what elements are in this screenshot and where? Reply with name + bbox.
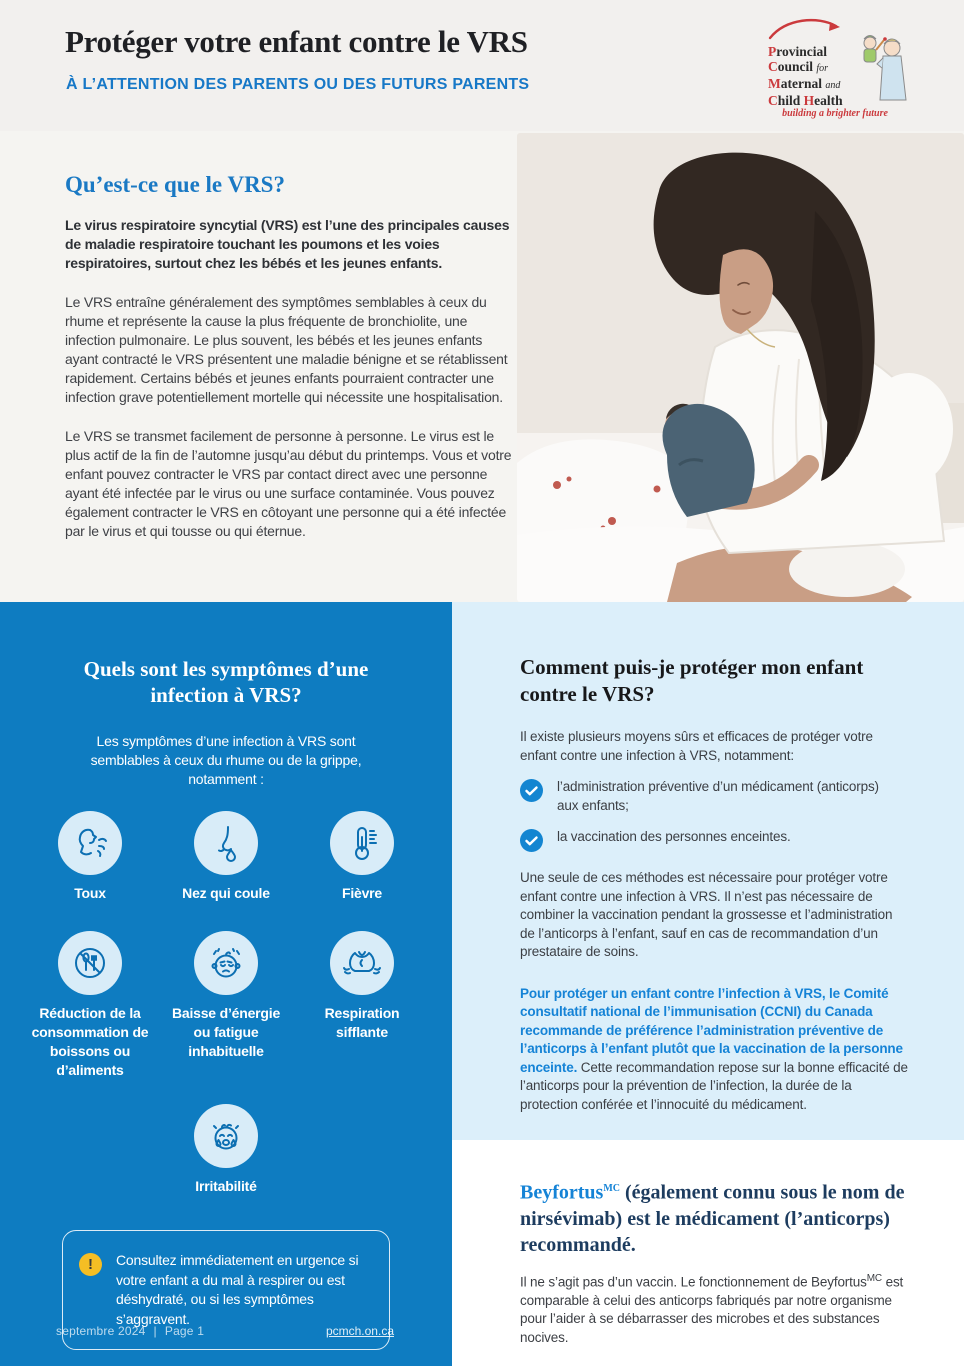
page-subtitle: À L’ATTENTION DES PARENTS OU DES FUTURS PARENTS xyxy=(66,76,530,93)
symptom-label: Fièvre xyxy=(341,885,383,901)
symptom-label: Respiration sifflante xyxy=(324,1005,400,1040)
what-is-vrs-text xyxy=(65,172,517,561)
beyfortus-brand: Beyfortus xyxy=(520,1181,604,1204)
protect-intro: Il existe plusieurs moyens sûrs et efficaces de protéger votre enfant contre une infection à VRS, notamment: xyxy=(520,729,873,763)
ccni-recommendation xyxy=(520,985,908,1115)
beyfortus-section xyxy=(520,1176,920,1347)
beyfortus-body: Il ne s’agit pas d’un vaccin. Le fonctionnement de Beyfortus$^{MC}$ est comparable à celui des anticorps fabriqués par notre organisme pour l’aider à se débarrasser des microbes et des substances nocives. xyxy=(520,1272,904,1345)
cough-icon xyxy=(58,811,122,875)
symptoms-section xyxy=(0,602,452,1366)
protect-bullet xyxy=(520,828,908,852)
what-is-vrs-lead: Le virus respiratoire syncytial (VRS) est l’une des principales causes de maladie respiratoire touchant les poumons et les voies respiratoires, surtout chez les bébés et les jeunes enfants. xyxy=(65,217,510,271)
protect-paragraph: Une seule de ces méthodes est nécessaire pour protéger votre enfant contre une infection à VRS. Il n’est pas nécessaire de combiner la vaccination pendant la grossesse et l’administration de l’anticorps à l’enfant, sauf en cas de recommandation d’un prestataire de soins. xyxy=(520,870,893,959)
symptoms-intro: Les symptômes d’une infection à VRS sont semblables à ceux du rhume ou de la grippe, notamment : xyxy=(90,733,362,787)
beyfortus-trademark: MC xyxy=(866,1272,882,1284)
what-is-vrs-para2: Le VRS se transmet facilement de personne à personne. Le virus est le plus actif de la fin de l’automne jusqu’au début du printemps. Vous et votre enfant pouvez contracter le VRS par contact direct avec une personne ayant été infectée par le virus ou une surface contaminée. Vous pouvez également contracter le VRS en côtoyant une personne qui a été infectée par le virus et qui tousse ou qui éternue. xyxy=(65,428,512,539)
check-circle-icon xyxy=(520,829,543,852)
beyfortus-title xyxy=(520,1176,920,1258)
logo-mother-child-drawing xyxy=(856,28,910,108)
what-is-vrs-title: Qu’est-ce que le VRS? xyxy=(65,172,285,197)
beyfortus-trademark: MC xyxy=(603,1183,620,1194)
symptoms-row-2 xyxy=(0,931,452,1080)
runny-nose-icon xyxy=(194,811,258,875)
page-footer xyxy=(56,1324,394,1338)
pcmch-website-link[interactable]: pcmch.on.ca xyxy=(325,1324,394,1338)
symptoms-row-3 xyxy=(0,1104,452,1196)
low-energy-icon xyxy=(194,931,258,995)
logo-wordmark: Provincial Council for Maternal and Child Health xyxy=(768,44,843,108)
symptom-label: Baisse d’énergie ou fatigue inhabituelle xyxy=(171,1005,281,1059)
symptom-item xyxy=(162,1104,290,1196)
symptoms-row-1 xyxy=(0,811,452,903)
warning-exclamation-icon: ! xyxy=(79,1253,102,1276)
check-circle-icon xyxy=(520,779,543,802)
symptom-item xyxy=(26,811,154,903)
ccni-recommendation-bold: Pour protéger un enfant contre l’infection à VRS, le Comité consultatif national de l’immunisation (CCNI) du Canada recommande de préférence l’administration préventive de l’anticorps à l’enfant plutôt que la vaccination de la personne enceinte. xyxy=(520,985,903,1075)
symptom-label: Irritabilité xyxy=(195,1178,257,1194)
symptom-item xyxy=(298,931,426,1080)
symptom-item xyxy=(162,931,290,1080)
bullet-text: la vaccination des personnes enceintes. xyxy=(557,829,791,844)
footer-date-page: septembre 2024 | Page 1 xyxy=(56,1324,205,1338)
symptom-item xyxy=(26,931,154,1080)
symptom-label: Toux xyxy=(74,885,106,901)
mother-baby-photo xyxy=(517,133,964,602)
irritability-icon xyxy=(194,1104,258,1168)
pcmch-logo xyxy=(752,12,912,124)
logo-tagline: building a brighter future xyxy=(782,108,888,119)
symptom-label: Nez qui coule xyxy=(182,885,270,901)
page-title: Protéger votre enfant contre le VRS xyxy=(65,24,528,59)
protect-bullet xyxy=(520,778,908,815)
beyfortus-title-rest: (également connu sous le nom de nirsévimab) est le médicament (l’anticorps) recommandé. xyxy=(520,1181,905,1256)
symptoms-title: Quels sont les symptômes d’une infection à VRS? xyxy=(83,657,369,707)
reduced-intake-icon xyxy=(58,931,122,995)
symptom-label: Réduction de la consommation de boissons ou d’aliments xyxy=(31,1005,149,1078)
document-header xyxy=(0,0,964,131)
symptom-item xyxy=(298,811,426,903)
fever-thermometer-icon xyxy=(330,811,394,875)
what-is-vrs-para1: Le VRS entraîne généralement des symptômes semblables à ceux du rhume et représente la cause la plus fréquente de bronchiolite, une infection pulmonaire. Le plus souvent, les bébés et les jeunes enfants ayant contracté le VRS présentent une maladie bénigne et se rétablissent rapidement. Certains bébés et jeunes enfants pourraient contracter une infection grave potentiellement mortelle qui nécessite une hospitalisation. xyxy=(65,294,508,405)
what-is-vrs-section xyxy=(0,131,964,602)
protect-section xyxy=(452,602,964,1140)
warning-text: Consultez immédiatement en urgence si votre enfant a du mal à respirer ou est déshydraté, ou si les symptômes s’aggravent. xyxy=(116,1252,359,1327)
ccni-recommendation-rest: Cette recommandation repose sur la bonne efficacité de l’anticorps pour la prévention de l’infection, la durée de la protection conférée et l’innocuité du médicament. xyxy=(520,1059,908,1112)
bullet-text: l’administration préventive d’un médicament (anticorps) aux enfants; xyxy=(557,779,879,813)
symptom-item xyxy=(162,811,290,903)
logo-arc-icon xyxy=(764,14,848,42)
wheezing-icon xyxy=(330,931,394,995)
protect-title: Comment puis-je protéger mon enfant contre le VRS? xyxy=(520,655,864,706)
